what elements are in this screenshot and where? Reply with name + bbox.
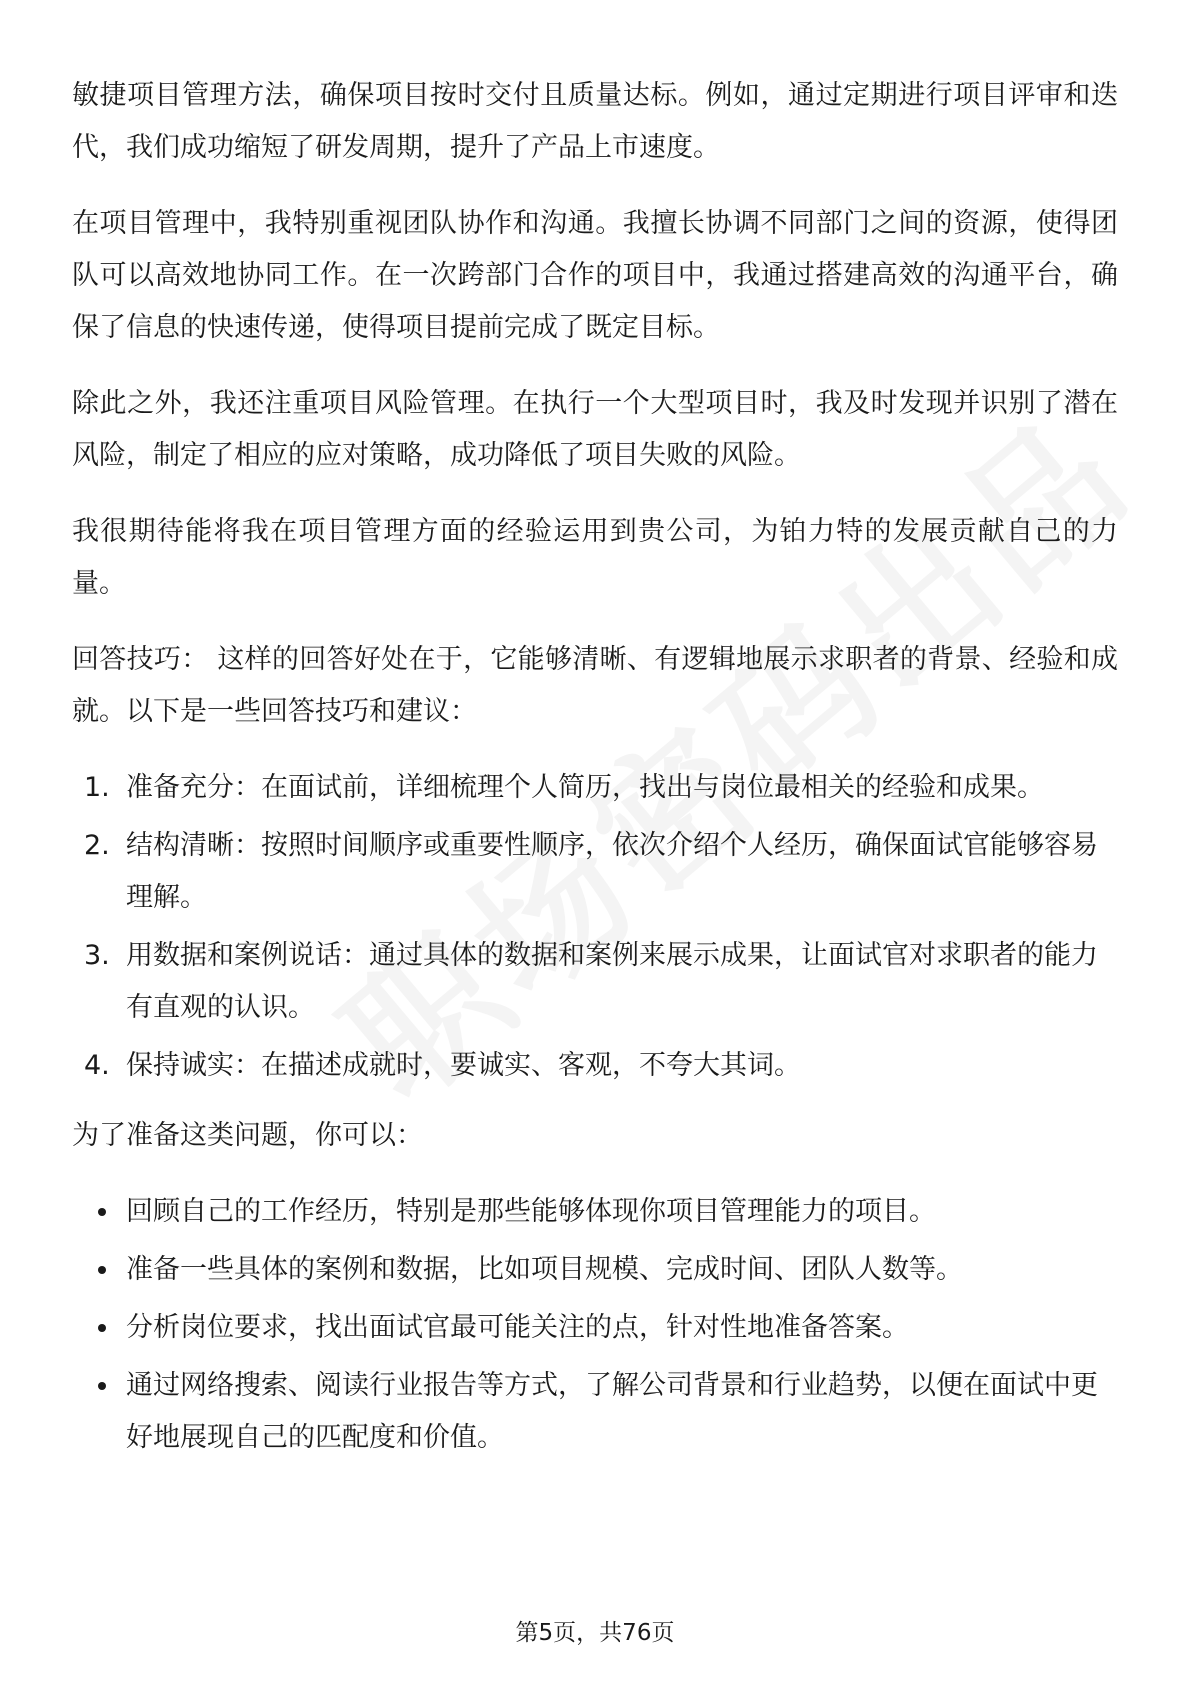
page-number: 第5页，共76页: [515, 1620, 675, 1646]
bullet-icon: [98, 1324, 106, 1332]
paragraph-closing: 我很期待能将我在项目管理方面的经验运用到贵公司，为铂力特的发展贡献自己的力量。: [72, 516, 1118, 599]
list-item-text: 准备一些具体的案例和数据，比如项目规模、完成时间、团队人数等。: [126, 1254, 963, 1285]
paragraph-agile: 敏捷项目管理方法，确保项目按时交付且质量达标。例如，通过定期进行项目评审和迭代，我们成功缩短了研发周期，提升了产品上市速度。: [72, 80, 1118, 163]
list-item: [72, 820, 1118, 924]
list-item: [72, 1244, 1118, 1296]
page-content: [72, 70, 1118, 1482]
list-number: 2.: [84, 830, 110, 861]
list-item: [72, 1186, 1118, 1238]
list-number: 3.: [84, 940, 110, 971]
list-item: [72, 1040, 1118, 1092]
paragraph-risk: 除此之外，我还注重项目风险管理。在执行一个大型项目时，我及时发现并识别了潜在风险，制定了相应的应对策略，成功降低了项目失败的风险。: [72, 388, 1118, 471]
paragraph-answer-tips: 回答技巧： 这样的回答好处在于，它能够清晰、有逻辑地展示求职者的背景、经验和成就。以下是一些回答技巧和建议：: [72, 644, 1118, 727]
bullet-icon: [98, 1266, 106, 1274]
bullet-icon: [98, 1382, 106, 1390]
list-item-text: 回顾自己的工作经历，特别是那些能够体现你项目管理能力的项目。: [126, 1196, 936, 1227]
list-item: [72, 930, 1118, 1034]
bullet-icon: [98, 1208, 106, 1216]
tips-list: [72, 762, 1118, 1092]
list-item-text: 准备充分：在面试前，详细梳理个人简历，找出与岗位最相关的经验和成果。: [126, 772, 1044, 803]
list-number: 1.: [84, 772, 110, 803]
list-number: 4.: [84, 1050, 110, 1081]
list-item: [72, 762, 1118, 814]
list-item: [72, 1302, 1118, 1354]
list-item-text: 保持诚实：在描述成就时，要诚实、客观，不夸大其词。: [126, 1050, 801, 1081]
list-item: [72, 1360, 1118, 1464]
paragraph-teamwork: 在项目管理中，我特别重视团队协作和沟通。我擅长协调不同部门之间的资源，使得团队可以高效地协同工作。在一次跨部门合作的项目中，我通过搭建高效的沟通平台，确保了信息的快速传递，使得项目提前完成了既定目标。: [72, 208, 1118, 343]
prep-list: [72, 1186, 1118, 1464]
prep-intro: 为了准备这类问题，你可以：: [72, 1120, 423, 1151]
list-item-text: 通过网络搜索、阅读行业报告等方式，了解公司背景和行业趋势，以便在面试中更好地展现自己的匹配度和价值。: [126, 1370, 1098, 1453]
list-item-text: 结构清晰：按照时间顺序或重要性顺序，依次介绍个人经历，确保面试官能够容易理解。: [126, 830, 1098, 913]
list-item-text: 分析岗位要求，找出面试官最可能关注的点，针对性地准备答案。: [126, 1312, 909, 1343]
list-item-text: 用数据和案例说话：通过具体的数据和案例来展示成果，让面试官对求职者的能力有直观的认识。: [126, 940, 1098, 1023]
